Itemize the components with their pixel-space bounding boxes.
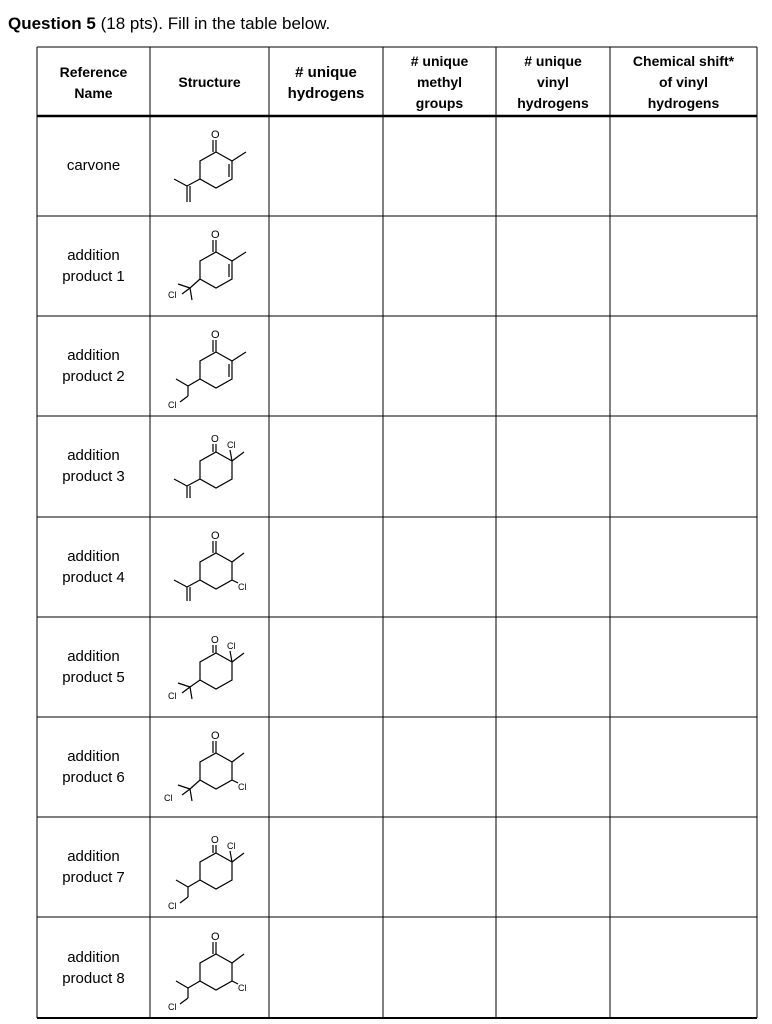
header-unique-vinyl-hydrogens: # unique vinyl hydrogens bbox=[517, 53, 589, 111]
addition-product-3-structure bbox=[154, 418, 266, 514]
header-unique-methyl-groups: # unique methyl groups bbox=[410, 53, 469, 111]
row-name-addition-product-3: addition product 3 bbox=[62, 447, 125, 485]
svg-text:O: O bbox=[211, 434, 219, 445]
svg-text:O: O bbox=[211, 129, 220, 141]
svg-text:Cl: Cl bbox=[227, 440, 236, 450]
addition-product-5-structure bbox=[154, 619, 266, 715]
row-name-addition-product-6: addition product 6 bbox=[62, 748, 125, 786]
row-name-addition-product-1: addition product 1 bbox=[62, 247, 125, 285]
header-chemical-shift-vinyl-hydrogens: Chemical shift* of vinyl hydrogens bbox=[632, 53, 735, 111]
svg-text:Cl: Cl bbox=[238, 983, 247, 993]
addition-product-4-structure bbox=[154, 519, 266, 615]
svg-text:O: O bbox=[211, 931, 220, 943]
row-name-addition-product-4: addition product 4 bbox=[62, 548, 125, 586]
header-reference-name: Reference Name bbox=[59, 64, 128, 101]
svg-text:Cl: Cl bbox=[168, 400, 177, 410]
svg-text:O: O bbox=[211, 329, 220, 341]
svg-text:O: O bbox=[211, 530, 220, 542]
addition-product-6-structure bbox=[154, 719, 266, 815]
svg-text:Cl: Cl bbox=[168, 1002, 177, 1012]
svg-text:O: O bbox=[211, 730, 220, 742]
question-instruction: Fill in the table below. bbox=[167, 14, 331, 33]
carvone-structure bbox=[154, 118, 266, 214]
answer-cell-carvone-methyl-groups[interactable] bbox=[384, 117, 495, 215]
row-name-addition-product-8: addition product 8 bbox=[62, 949, 125, 987]
row-name-addition-product-2: addition product 2 bbox=[62, 347, 125, 385]
svg-text:Cl: Cl bbox=[168, 691, 177, 701]
svg-text:Cl: Cl bbox=[227, 641, 236, 651]
svg-text:Cl: Cl bbox=[238, 782, 247, 792]
question-number: Question 5 bbox=[8, 14, 96, 33]
svg-text:Cl: Cl bbox=[164, 793, 173, 803]
question-points: (18 pts). bbox=[100, 14, 163, 33]
svg-text:Cl: Cl bbox=[227, 841, 236, 851]
row-name-carvone: carvone bbox=[66, 157, 121, 174]
addition-product-7-structure bbox=[154, 819, 266, 915]
row-name-addition-product-5: addition product 5 bbox=[62, 648, 125, 686]
header-structure: Structure bbox=[178, 74, 241, 90]
answer-cell-carvone-chemical-shift[interactable] bbox=[611, 117, 756, 215]
addition-product-2-structure bbox=[154, 318, 266, 414]
svg-text:Cl: Cl bbox=[168, 290, 177, 300]
svg-text:O: O bbox=[211, 229, 220, 241]
svg-text:O: O bbox=[211, 635, 219, 646]
answer-cell-carvone-unique-hydrogens[interactable] bbox=[270, 117, 382, 215]
svg-text:Cl: Cl bbox=[168, 901, 177, 911]
addition-product-8-structure bbox=[154, 920, 266, 1016]
addition-product-1-structure bbox=[154, 218, 266, 314]
svg-text:O: O bbox=[211, 835, 219, 846]
svg-text:Cl: Cl bbox=[238, 582, 247, 592]
answer-cell-carvone-vinyl-hydrogens[interactable] bbox=[497, 117, 609, 215]
row-name-addition-product-7: addition product 7 bbox=[62, 848, 125, 886]
header-unique-hydrogens: # unique hydrogens bbox=[287, 64, 365, 102]
